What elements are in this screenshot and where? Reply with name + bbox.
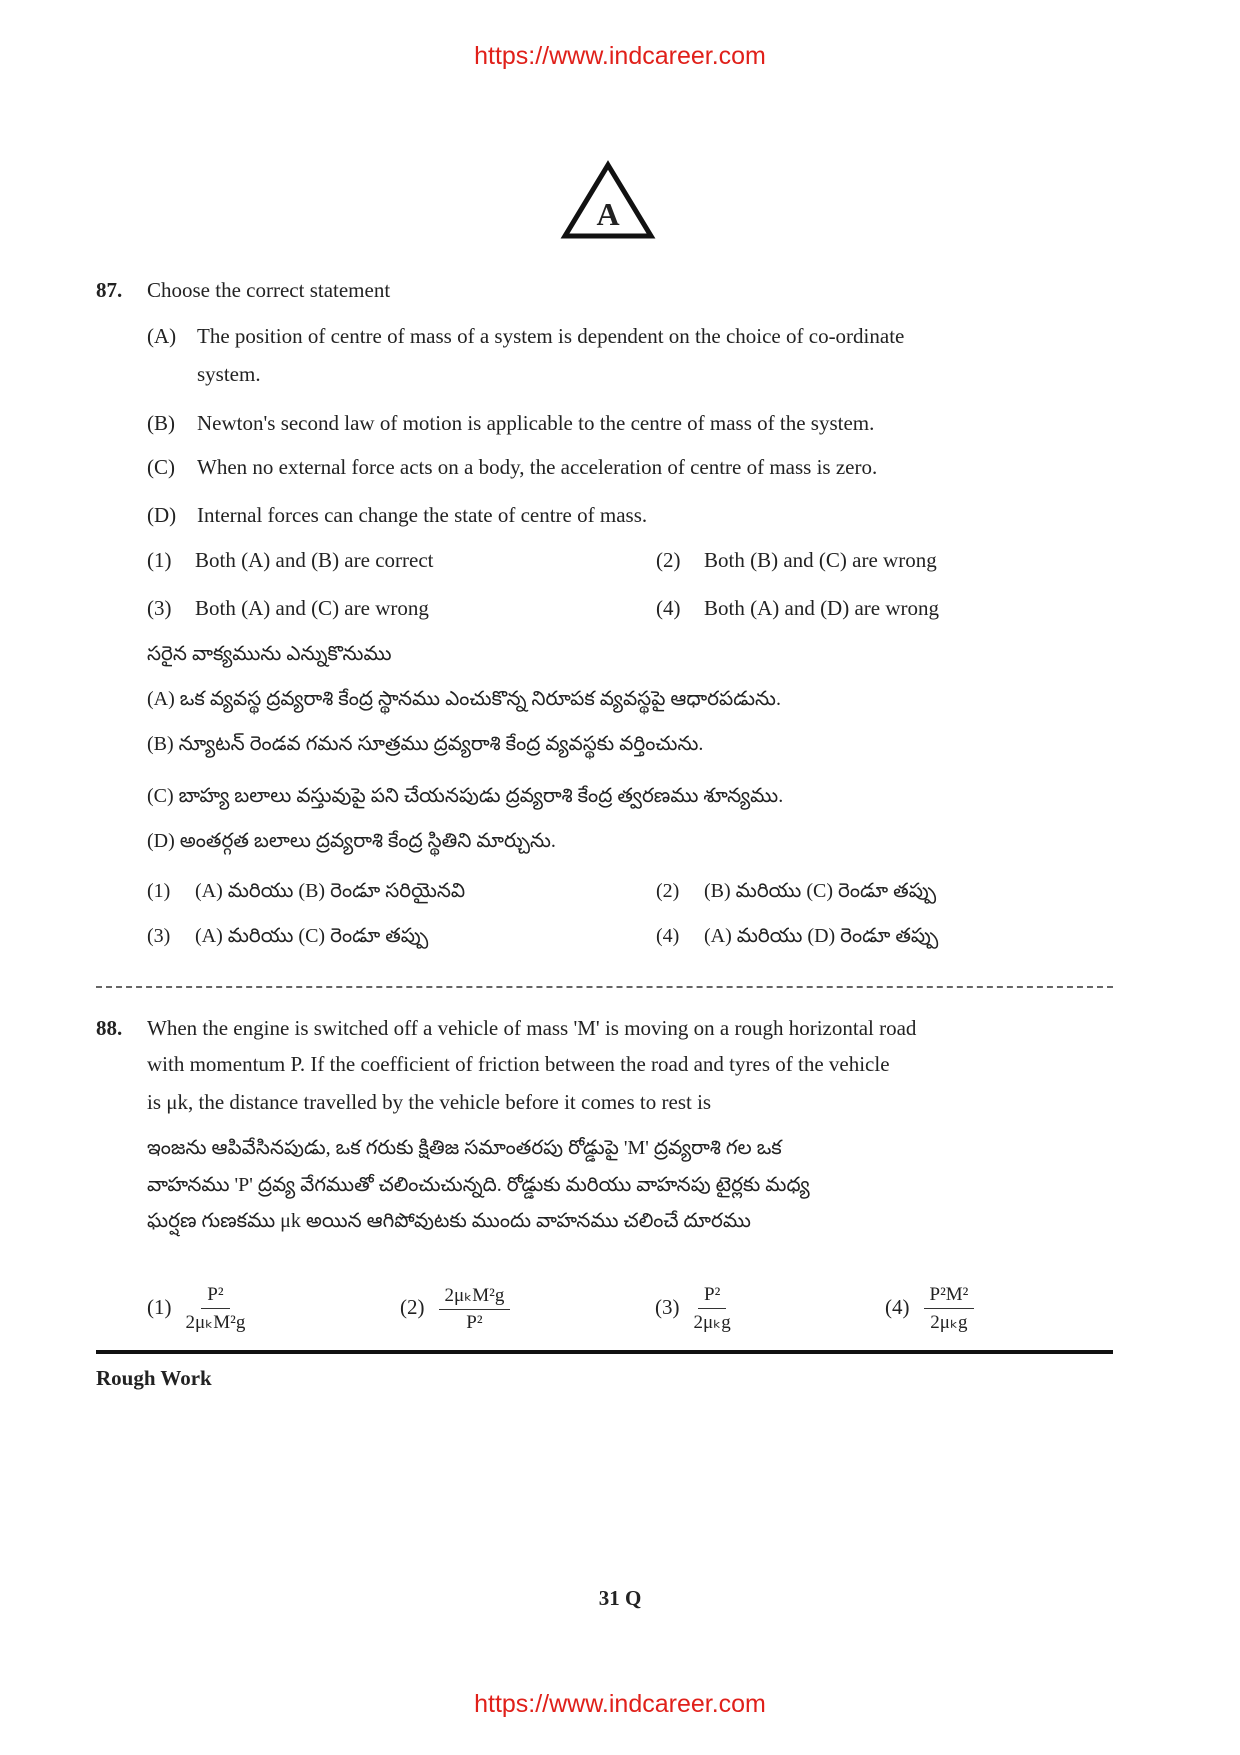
q88-telugu-line: వాహనము 'P' ద్రవ్య వేగముతో చలించుచున్నది. రోడ్డుకు మరియు వాహనపు టైర్లకు మధ్య [147, 1174, 810, 1196]
q87-telugu-option-4[interactable]: (4) (A) మరియు (D) రెండూ తప్పు [656, 925, 939, 947]
q87-option-3[interactable]: (3) Both (A) and (C) are wrong [147, 596, 429, 620]
series-badge [560, 160, 656, 240]
question-divider [96, 986, 1113, 988]
q88-option-4[interactable]: (4) $\frac{\text{P²M²}}{\text{2μₖg}}$ [885, 1284, 974, 1334]
q88-stem-line: with momentum P. If the coefficient of friction between the road and tyres of the vehicle [147, 1052, 890, 1076]
q87-option-2[interactable]: (2) Both (B) and (C) are wrong [656, 548, 937, 572]
q88-number: 88. [96, 1016, 123, 1040]
q87-telugu-option-2[interactable]: (2) (B) మరియు (C) రెండూ తప్పు [656, 880, 937, 902]
q88-telugu-line: ఘర్షణ గుణకము μk అయిన ఆగిపోవుటకు ముందు వాహనము చలించే దూరము [147, 1210, 751, 1232]
q87-telugu-option-1[interactable]: (1) (A) మరియు (B) రెండూ సరియైనవి [147, 880, 466, 902]
page-number: 31 Q [598, 1586, 642, 1610]
q87-statement-a: (A) The position of centre of mass of a system is dependent on the choice of co-ordinate [147, 324, 905, 348]
q88-stem-line: is μk, the distance travelled by the vehicle before it comes to rest is [147, 1090, 712, 1114]
q87-telugu-statement-d: (D) అంతర్గత బలాలు ద్రవ్యరాశి కేంద్ర స్థితిని మార్చును. [147, 830, 556, 852]
q87-stem: Choose the correct statement [147, 278, 391, 302]
q88-option-1[interactable]: (1) $\frac{\text{P²}}{\text{2μₖM²g}}$ [147, 1284, 246, 1333]
q88-telugu-line: ఇంజను ఆపివేసినపుడు, ఒక గరుకు క్షితిజ సమాంతరపు రోడ్డుపై 'M' ద్రవ్యరాశి గల ఒక [147, 1137, 782, 1159]
q87-option-4[interactable]: (4) Both (A) and (D) are wrong [656, 596, 940, 620]
q87-telugu-stem: సరైన వాక్యమును ఎన్నుకొనుము [147, 643, 392, 665]
q87-statement-a-cont: system. [197, 362, 261, 386]
header-url[interactable]: https://www.indcareer.com [474, 42, 766, 70]
series-label: A [596, 196, 620, 232]
q87-telugu-statement-b: (B) న్యూటన్ రెండవ గమన సూత్రము ద్రవ్యరాశి కేంద్ర వ్యవస్థకు వర్తించును. [147, 733, 704, 755]
q88-option-2[interactable]: (2) $\frac{\text{2μₖM²g}}{\text{P²}}$ [400, 1284, 510, 1334]
q87-statement-c: (C) When no external force acts on a body, the acceleration of centre of mass is zero. [147, 455, 878, 479]
footer-url[interactable]: https://www.indcareer.com [474, 1690, 766, 1718]
q87-option-1[interactable]: (1) Both (A) and (B) are correct [147, 548, 434, 572]
q88-option-3[interactable]: (3) $\frac{\text{P²}}{\text{2μₖg}}$ [655, 1284, 731, 1333]
q87-statement-b: (B) Newton's second law of motion is applicable to the centre of mass of the system. [147, 411, 875, 435]
q87-telugu-statement-a: (A) ఒక వ్యవస్థ ద్రవ్యరాశి కేంద్ర స్థానము ఎంచుకొన్న నిరూపక వ్యవస్థపై ఆధారపడును. [147, 688, 781, 710]
q87-telugu-option-3[interactable]: (3) (A) మరియు (C) రెండూ తప్పు [147, 925, 429, 947]
section-rule [96, 1350, 1113, 1354]
q87-number: 87. [96, 278, 123, 302]
q88-stem-line: When the engine is switched off a vehicle of mass 'M' is moving on a rough horizontal road [147, 1016, 917, 1040]
rough-work-label: Rough Work [96, 1366, 212, 1390]
q87-telugu-statement-c: (C) బాహ్య బలాలు వస్తువుపై పని చేయనపుడు ద్రవ్యరాశి కేంద్ర త్వరణము శూన్యము. [147, 785, 784, 807]
q87-statement-d: (D) Internal forces can change the state of centre of mass. [147, 503, 648, 527]
